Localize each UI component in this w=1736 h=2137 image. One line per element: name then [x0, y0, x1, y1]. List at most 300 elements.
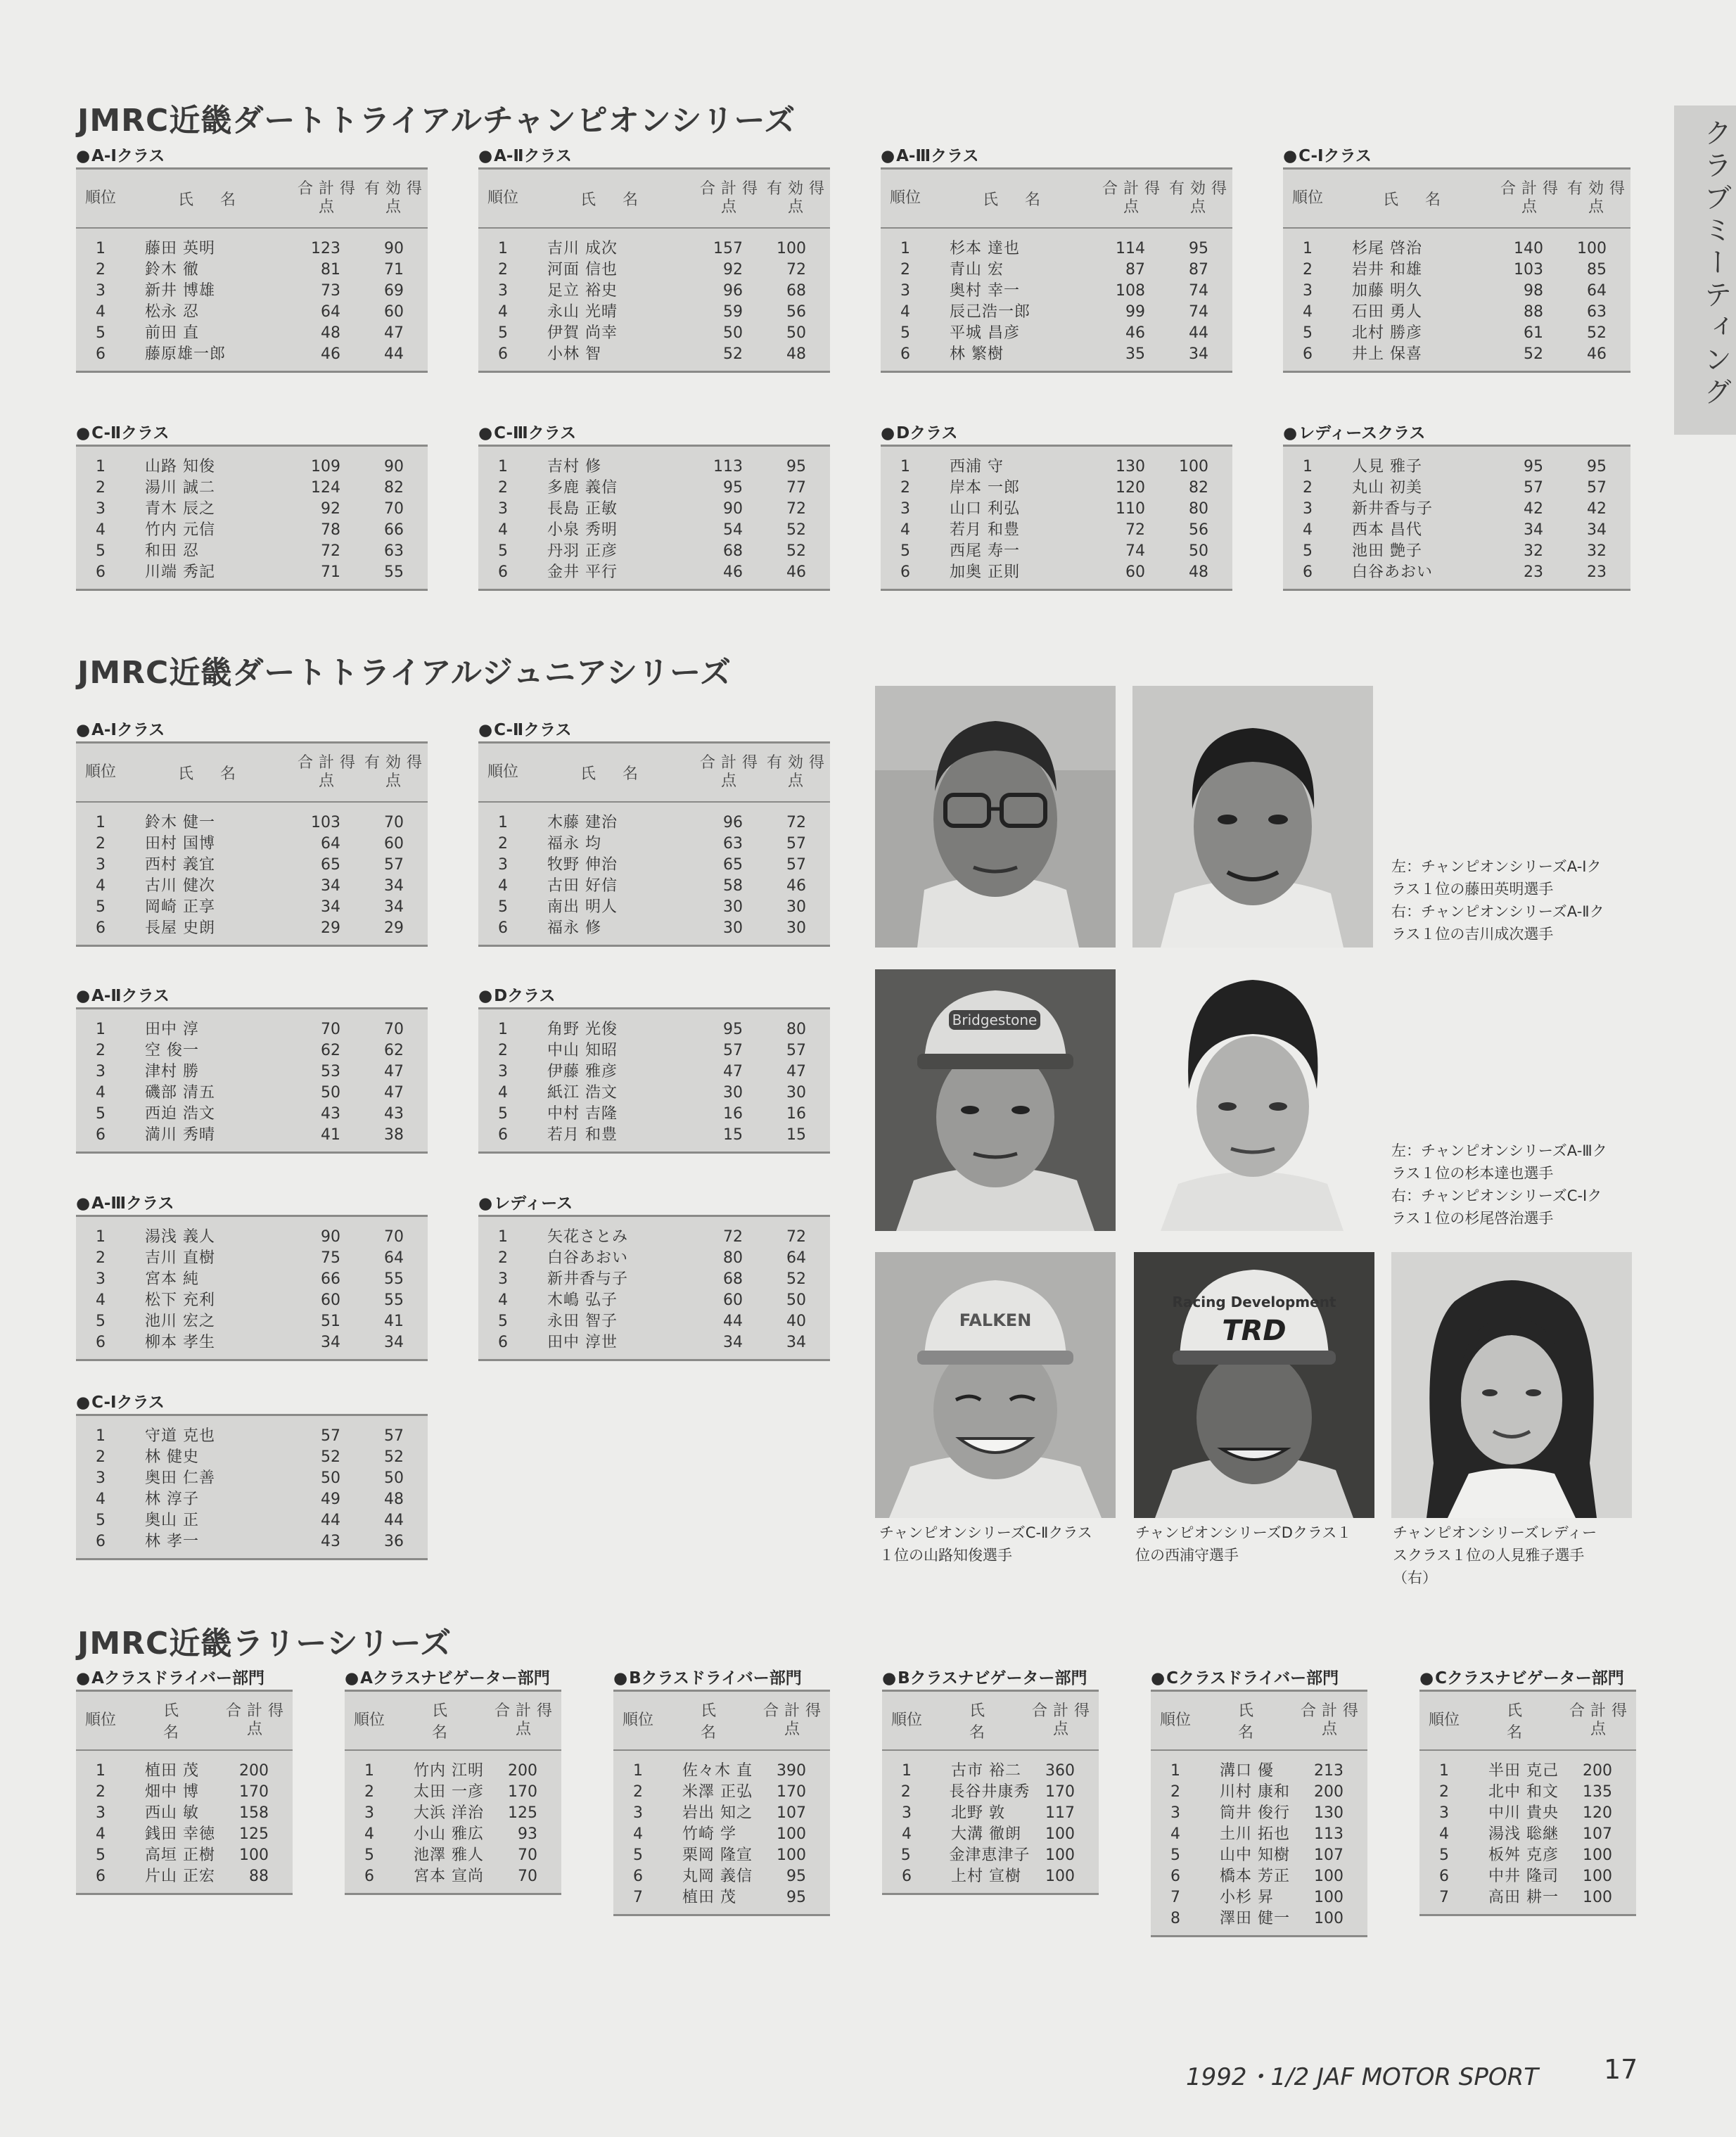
table-header [76, 744, 428, 803]
rank-cell: 2 [633, 1783, 643, 1801]
eff-cell: 56 [1189, 521, 1208, 539]
rank-cell: 5 [96, 1512, 106, 1529]
table-row [478, 1290, 830, 1311]
name-cell: 栗岡 隆宣 [682, 1846, 753, 1864]
rank-cell: 2 [900, 261, 910, 279]
sum-cell: 117 [1045, 1804, 1075, 1822]
header-sum: 合計得点 [1569, 1702, 1633, 1738]
table-body [1283, 447, 1630, 589]
name-cell: 西本 昌代 [1352, 521, 1422, 539]
table-header [1419, 1692, 1636, 1751]
rank-cell: 2 [498, 1042, 508, 1059]
name-cell: 中村 吉隆 [547, 1105, 618, 1123]
eff-cell: 57 [384, 1427, 404, 1445]
sum-cell: 23 [1524, 563, 1543, 581]
sum-cell: 57 [1524, 479, 1543, 497]
eff-cell: 47 [384, 1063, 404, 1080]
caption-line: ラス１位の藤田英明選手 [1391, 881, 1554, 898]
sum-cell: 123 [311, 240, 340, 257]
eff-cell: 32 [1587, 542, 1607, 560]
sum-cell: 68 [723, 1270, 743, 1288]
rank-cell: 2 [96, 1448, 106, 1466]
table-row [881, 520, 1232, 541]
sum-cell: 57 [723, 1042, 743, 1059]
table-row [1151, 1782, 1367, 1803]
name-cell: 湯川 誠二 [145, 479, 215, 497]
sum-cell: 95 [723, 1021, 743, 1038]
table-body [881, 447, 1232, 589]
name-cell: 湯浅 聡継 [1488, 1825, 1559, 1843]
sum-cell: 100 [1314, 1910, 1344, 1927]
sum-cell: 170 [777, 1783, 806, 1801]
eff-cell: 48 [786, 345, 806, 363]
table-body [478, 229, 830, 371]
sum-cell: 32 [1524, 542, 1543, 560]
name-cell: 福永 修 [547, 919, 601, 937]
rank-cell: 3 [96, 856, 106, 874]
rank-cell: 6 [96, 919, 106, 937]
sum-cell: 70 [321, 1021, 340, 1038]
table-row [76, 1332, 428, 1353]
rank-cell: 1 [96, 1228, 106, 1246]
eff-cell: 47 [384, 324, 404, 342]
sum-cell: 30 [723, 898, 743, 916]
sum-cell: 95 [786, 1889, 806, 1906]
caption-line: 右：チャンピオンシリーズC-Ⅰク [1391, 1187, 1602, 1204]
table-row [76, 876, 428, 897]
rank-cell: 4 [1439, 1825, 1449, 1843]
table-row [345, 1803, 561, 1824]
caption-line: チャンピオンシリーズDクラス１ [1135, 1524, 1352, 1541]
eff-cell: 44 [384, 1512, 404, 1529]
name-cell: 古田 好信 [547, 877, 618, 895]
sum-cell: 80 [723, 1249, 743, 1267]
sum-cell: 72 [1125, 521, 1145, 539]
rank-cell: 3 [96, 1469, 106, 1487]
table-block-junior-a2 [76, 985, 428, 1154]
name-cell: 古市 裕二 [951, 1762, 1021, 1780]
table-body [1151, 1751, 1367, 1935]
eff-cell: 47 [786, 1063, 806, 1080]
table-body [882, 1751, 1099, 1893]
class-label: ● A-Ⅱクラス [76, 985, 428, 1007]
header-name: 氏名 [1506, 1702, 1549, 1742]
name-cell: 田中 淳 [145, 1021, 199, 1038]
table-row [76, 1447, 428, 1468]
name-cell: 奥山 正 [145, 1512, 199, 1529]
name-cell: 磯部 清五 [145, 1084, 215, 1102]
table-row [1151, 1761, 1367, 1782]
class-label: ● C-Ⅱクラス [76, 422, 428, 445]
table-row [76, 1510, 428, 1531]
name-cell: 北中 和文 [1488, 1783, 1559, 1801]
rank-cell: 2 [96, 1249, 106, 1267]
eff-cell: 29 [384, 919, 404, 937]
table-row [1283, 344, 1630, 365]
table-block-champion-a2 [478, 145, 830, 373]
table-row [76, 1125, 428, 1146]
standings-table [881, 445, 1232, 591]
rank-cell: 6 [1170, 1868, 1180, 1885]
rank-cell: 1 [96, 1427, 106, 1445]
name-cell: 永田 智子 [547, 1313, 618, 1330]
name-cell: 中井 隆司 [1488, 1868, 1559, 1885]
name-cell: 山路 知俊 [145, 458, 215, 476]
name-cell: 宮本 宣尚 [414, 1868, 484, 1885]
table-row [76, 281, 428, 302]
table-row [76, 1061, 428, 1083]
name-cell: 林 繁樹 [950, 345, 1004, 363]
table-row [478, 344, 830, 365]
rank-cell: 3 [498, 282, 508, 300]
eff-cell: 100 [777, 240, 806, 257]
standings-table [1151, 1690, 1367, 1937]
table-row [1283, 302, 1630, 323]
name-cell: 平城 昌彦 [950, 324, 1020, 342]
table-block-junior-c2 [478, 719, 830, 947]
name-cell: 長屋 史朗 [145, 919, 215, 937]
rank-cell: 1 [498, 1228, 508, 1246]
header-name: 氏名 [431, 1702, 474, 1742]
rank-cell: 6 [96, 1334, 106, 1351]
table-body [478, 1009, 830, 1152]
rank-cell: 3 [96, 282, 106, 300]
class-label: ● レディースクラス [1283, 422, 1630, 445]
table-row [881, 260, 1232, 281]
rank-cell: 4 [1170, 1825, 1180, 1843]
eff-cell: 80 [1189, 500, 1208, 518]
eff-cell: 87 [1189, 261, 1208, 279]
name-cell: 金津恵津子 [949, 1846, 1030, 1864]
table-row [478, 260, 830, 281]
sum-cell: 110 [1116, 500, 1145, 518]
name-cell: 林 孝一 [145, 1533, 199, 1550]
footer-magazine: 1992・1/2 JAF MOTOR SPORT [1186, 2063, 1539, 2091]
table-row [882, 1761, 1099, 1782]
header-sum: 合計得点 [1300, 1702, 1364, 1738]
table-row [613, 1866, 830, 1887]
rank-cell: 6 [498, 563, 508, 581]
sum-cell: 15 [723, 1126, 743, 1144]
sum-cell: 50 [723, 324, 743, 342]
sum-cell: 43 [321, 1105, 340, 1123]
rank-cell: 5 [900, 542, 910, 560]
name-cell: 川村 康和 [1220, 1783, 1290, 1801]
sum-cell: 100 [777, 1825, 806, 1843]
eff-cell: 57 [384, 856, 404, 874]
table-row [76, 855, 428, 876]
sum-cell: 35 [1125, 345, 1145, 363]
sum-cell: 107 [777, 1804, 806, 1822]
rank-cell: 1 [1170, 1762, 1180, 1780]
sum-cell: 170 [508, 1783, 537, 1801]
table-body [345, 1751, 561, 1893]
eff-cell: 55 [384, 1291, 404, 1309]
rank-cell: 2 [900, 1783, 911, 1801]
eff-cell: 80 [786, 1021, 806, 1038]
table-row [478, 457, 830, 478]
header-sum: 合計得点 [1500, 180, 1564, 216]
rank-cell: 3 [96, 500, 106, 518]
table-row [76, 1824, 293, 1845]
section-title-rally: JMRC近畿ラリーシリーズ [77, 1626, 452, 1661]
table-body [76, 1217, 428, 1359]
sum-cell: 90 [723, 500, 743, 518]
name-cell: 金井 平行 [547, 563, 618, 581]
table-row [76, 1866, 293, 1887]
table-row [76, 1782, 293, 1803]
rank-cell: 3 [498, 500, 508, 518]
sum-cell: 140 [1514, 240, 1543, 257]
eff-cell: 64 [1587, 282, 1607, 300]
sum-cell: 125 [508, 1804, 537, 1822]
eff-cell: 60 [384, 303, 404, 321]
name-cell: 若月 和豊 [547, 1126, 618, 1144]
name-cell: 西浦 守 [950, 458, 1004, 476]
side-tab-club-meeting: クラブミーティング [1674, 106, 1736, 435]
name-cell: 池田 艶子 [1352, 542, 1422, 560]
rank-cell: 5 [1303, 324, 1313, 342]
name-cell: 西村 義宜 [145, 856, 215, 874]
table-row [345, 1782, 561, 1803]
sum-cell: 72 [723, 1228, 743, 1246]
name-cell: 高田 耕一 [1488, 1889, 1559, 1906]
rank-cell: 8 [1170, 1910, 1180, 1927]
name-cell: 中山 知昭 [547, 1042, 618, 1059]
cap-logo-falken: FALKEN [959, 1310, 1032, 1330]
standings-table [76, 445, 428, 591]
rank-cell: 5 [498, 898, 508, 916]
table-row [881, 302, 1232, 323]
rank-cell: 1 [498, 240, 508, 257]
name-cell: 植田 茂 [682, 1889, 736, 1906]
rank-cell: 2 [96, 1783, 106, 1801]
rank-cell: 2 [1303, 261, 1313, 279]
caption-line: チャンピオンシリーズC-Ⅱクラス [879, 1524, 1092, 1541]
sum-cell: 46 [321, 345, 340, 363]
sum-cell: 93 [518, 1825, 537, 1843]
table-row [76, 344, 428, 365]
sum-cell: 75 [321, 1249, 340, 1267]
table-row [1151, 1824, 1367, 1845]
table-row [76, 238, 428, 260]
name-cell: 伊藤 雅彦 [547, 1063, 618, 1080]
eff-cell: 64 [384, 1249, 404, 1267]
rank-cell: 2 [498, 261, 508, 279]
table-row [76, 1803, 293, 1824]
rank-cell: 5 [96, 1313, 106, 1330]
cap-logo-bridgestone: Bridgestone [952, 1012, 1038, 1028]
header-name: 氏名 [1237, 1702, 1280, 1742]
table-row [478, 1311, 830, 1332]
rank-cell: 3 [900, 500, 910, 518]
sum-cell: 95 [1524, 458, 1543, 476]
rank-cell: 4 [498, 521, 508, 539]
sum-cell: 200 [239, 1762, 269, 1780]
table-block-rally-b-driver [613, 1667, 830, 1916]
sum-cell: 52 [1524, 345, 1543, 363]
section-title-champion: JMRC近畿ダートトライアルチャンピオンシリーズ [77, 103, 796, 139]
eff-cell: 71 [384, 261, 404, 279]
table-row [76, 1311, 428, 1332]
caption-ladies [1393, 1522, 1597, 1589]
eff-cell: 66 [384, 521, 404, 539]
section-title-junior: JMRC近畿ダートトライアルジュニアシリーズ [77, 655, 732, 691]
table-block-junior-c1 [76, 1391, 428, 1560]
sum-cell: 59 [723, 303, 743, 321]
rank-cell: 4 [96, 1825, 106, 1843]
rank-cell: 1 [902, 1762, 912, 1780]
rank-cell: 5 [96, 1846, 106, 1864]
sum-cell: 98 [1524, 282, 1543, 300]
name-cell: 奥田 仁善 [145, 1469, 215, 1487]
eff-cell: 23 [1587, 563, 1607, 581]
name-cell: 永山 光晴 [547, 303, 618, 321]
sum-cell: 135 [1583, 1783, 1612, 1801]
sum-cell: 46 [1125, 324, 1145, 342]
name-cell: 吉川 直樹 [145, 1249, 215, 1267]
table-row [76, 302, 428, 323]
sum-cell: 58 [723, 877, 743, 895]
eff-cell: 46 [786, 563, 806, 581]
header-name: 氏名 [177, 191, 262, 209]
rank-cell: 6 [96, 563, 106, 581]
name-cell: 山口 利弘 [950, 500, 1020, 518]
class-label: ● レディース [478, 1192, 830, 1215]
sum-cell: 200 [508, 1762, 537, 1780]
rank-cell: 4 [1303, 303, 1313, 321]
header-rank: 順位 [622, 1711, 653, 1729]
rank-cell: 2 [1170, 1783, 1180, 1801]
table-row [478, 541, 830, 562]
eff-cell: 95 [1587, 458, 1607, 476]
eff-cell: 60 [384, 835, 404, 853]
table-row [76, 1248, 428, 1269]
table-row [1283, 562, 1630, 583]
sum-cell: 62 [321, 1042, 340, 1059]
sum-cell: 114 [1116, 240, 1145, 257]
table-row [478, 1269, 830, 1290]
sum-cell: 103 [1514, 261, 1543, 279]
sum-cell: 88 [1524, 303, 1543, 321]
table-header [1283, 170, 1630, 229]
table-row [881, 499, 1232, 520]
sum-cell: 53 [321, 1063, 340, 1080]
name-cell: 白谷あおい [547, 1249, 629, 1267]
rank-cell: 3 [498, 1063, 508, 1080]
name-cell: 小林 智 [547, 345, 601, 363]
table-row [478, 281, 830, 302]
name-cell: 新井 博雄 [145, 282, 215, 300]
name-cell: 小泉 秀明 [547, 521, 618, 539]
header-rank: 順位 [1159, 1711, 1191, 1729]
name-cell: 白谷あおい [1352, 563, 1434, 581]
table-block-champion-c3 [478, 422, 830, 591]
caption-line: 右：チャンピオンシリーズA-Ⅱク [1391, 903, 1604, 920]
header-eff: 有効得点 [767, 180, 831, 216]
eff-cell: 55 [384, 563, 404, 581]
name-cell: 井上 保喜 [1352, 345, 1422, 363]
eff-cell: 74 [1189, 303, 1208, 321]
caption-d [1135, 1522, 1351, 1567]
sum-cell: 158 [239, 1804, 269, 1822]
sum-cell: 44 [723, 1313, 743, 1330]
class-label: ● C-Ⅰクラス [1283, 145, 1630, 167]
eff-cell: 43 [384, 1105, 404, 1123]
table-body [881, 229, 1232, 371]
table-body [613, 1751, 830, 1914]
eff-cell: 34 [786, 1334, 806, 1351]
rank-cell: 5 [900, 1846, 911, 1864]
table-row [1419, 1782, 1636, 1803]
sum-cell: 34 [321, 898, 340, 916]
caption-line: １位の山路知俊選手 [879, 1547, 1012, 1564]
rank-cell: 2 [498, 1249, 508, 1267]
rank-cell: 1 [96, 1021, 106, 1038]
standings-table [882, 1690, 1099, 1895]
sum-cell: 34 [1524, 521, 1543, 539]
eff-cell: 82 [384, 479, 404, 497]
header-rank: 順位 [84, 189, 116, 207]
table-block-champion-a1 [76, 145, 428, 373]
table-row [76, 323, 428, 344]
eff-cell: 38 [384, 1126, 404, 1144]
class-label: ● C-Ⅲクラス [478, 422, 830, 445]
table-block-junior-d [478, 985, 830, 1154]
table-block-rally-b-nav [882, 1667, 1099, 1895]
table-row [76, 499, 428, 520]
rank-cell: 6 [96, 1126, 106, 1144]
sum-cell: 16 [723, 1105, 743, 1123]
header-name: 氏名 [982, 191, 1067, 209]
sum-cell: 130 [1116, 458, 1145, 476]
eff-cell: 100 [1179, 458, 1208, 476]
table-row [76, 1227, 428, 1248]
name-cell: 林 淳子 [145, 1491, 199, 1508]
sum-cell: 49 [321, 1491, 340, 1508]
rank-cell: 3 [1170, 1804, 1180, 1822]
sum-cell: 71 [321, 563, 340, 581]
eff-cell: 44 [384, 345, 404, 363]
rank-cell: 2 [900, 479, 910, 497]
rank-cell: 4 [633, 1825, 643, 1843]
table-row [1283, 478, 1630, 499]
name-cell: 大溝 徹朗 [951, 1825, 1021, 1843]
caption-line: ラス１位の吉川成次選手 [1391, 926, 1554, 943]
rank-cell: 1 [900, 240, 910, 257]
rank-cell: 2 [498, 479, 508, 497]
table-row [478, 1248, 830, 1269]
rank-cell: 4 [1303, 521, 1313, 539]
eff-cell: 16 [786, 1105, 806, 1123]
sum-cell: 107 [1314, 1846, 1344, 1864]
table-row [882, 1824, 1099, 1845]
table-row [478, 1083, 830, 1104]
name-cell: 新井香与子 [547, 1270, 629, 1288]
name-cell: 岩井 和雄 [1352, 261, 1422, 279]
sum-cell: 120 [1583, 1804, 1612, 1822]
photo-sugimoto [875, 969, 1116, 1231]
table-row [1283, 499, 1630, 520]
rank-cell: 7 [633, 1889, 643, 1906]
eff-cell: 56 [786, 303, 806, 321]
class-label: ● A-Ⅲクラス [881, 145, 1232, 167]
rank-cell: 4 [902, 1825, 912, 1843]
sum-cell: 50 [321, 1084, 340, 1102]
eff-cell: 52 [1587, 324, 1607, 342]
table-row [613, 1887, 830, 1908]
header-sum: 合計得点 [699, 180, 763, 216]
